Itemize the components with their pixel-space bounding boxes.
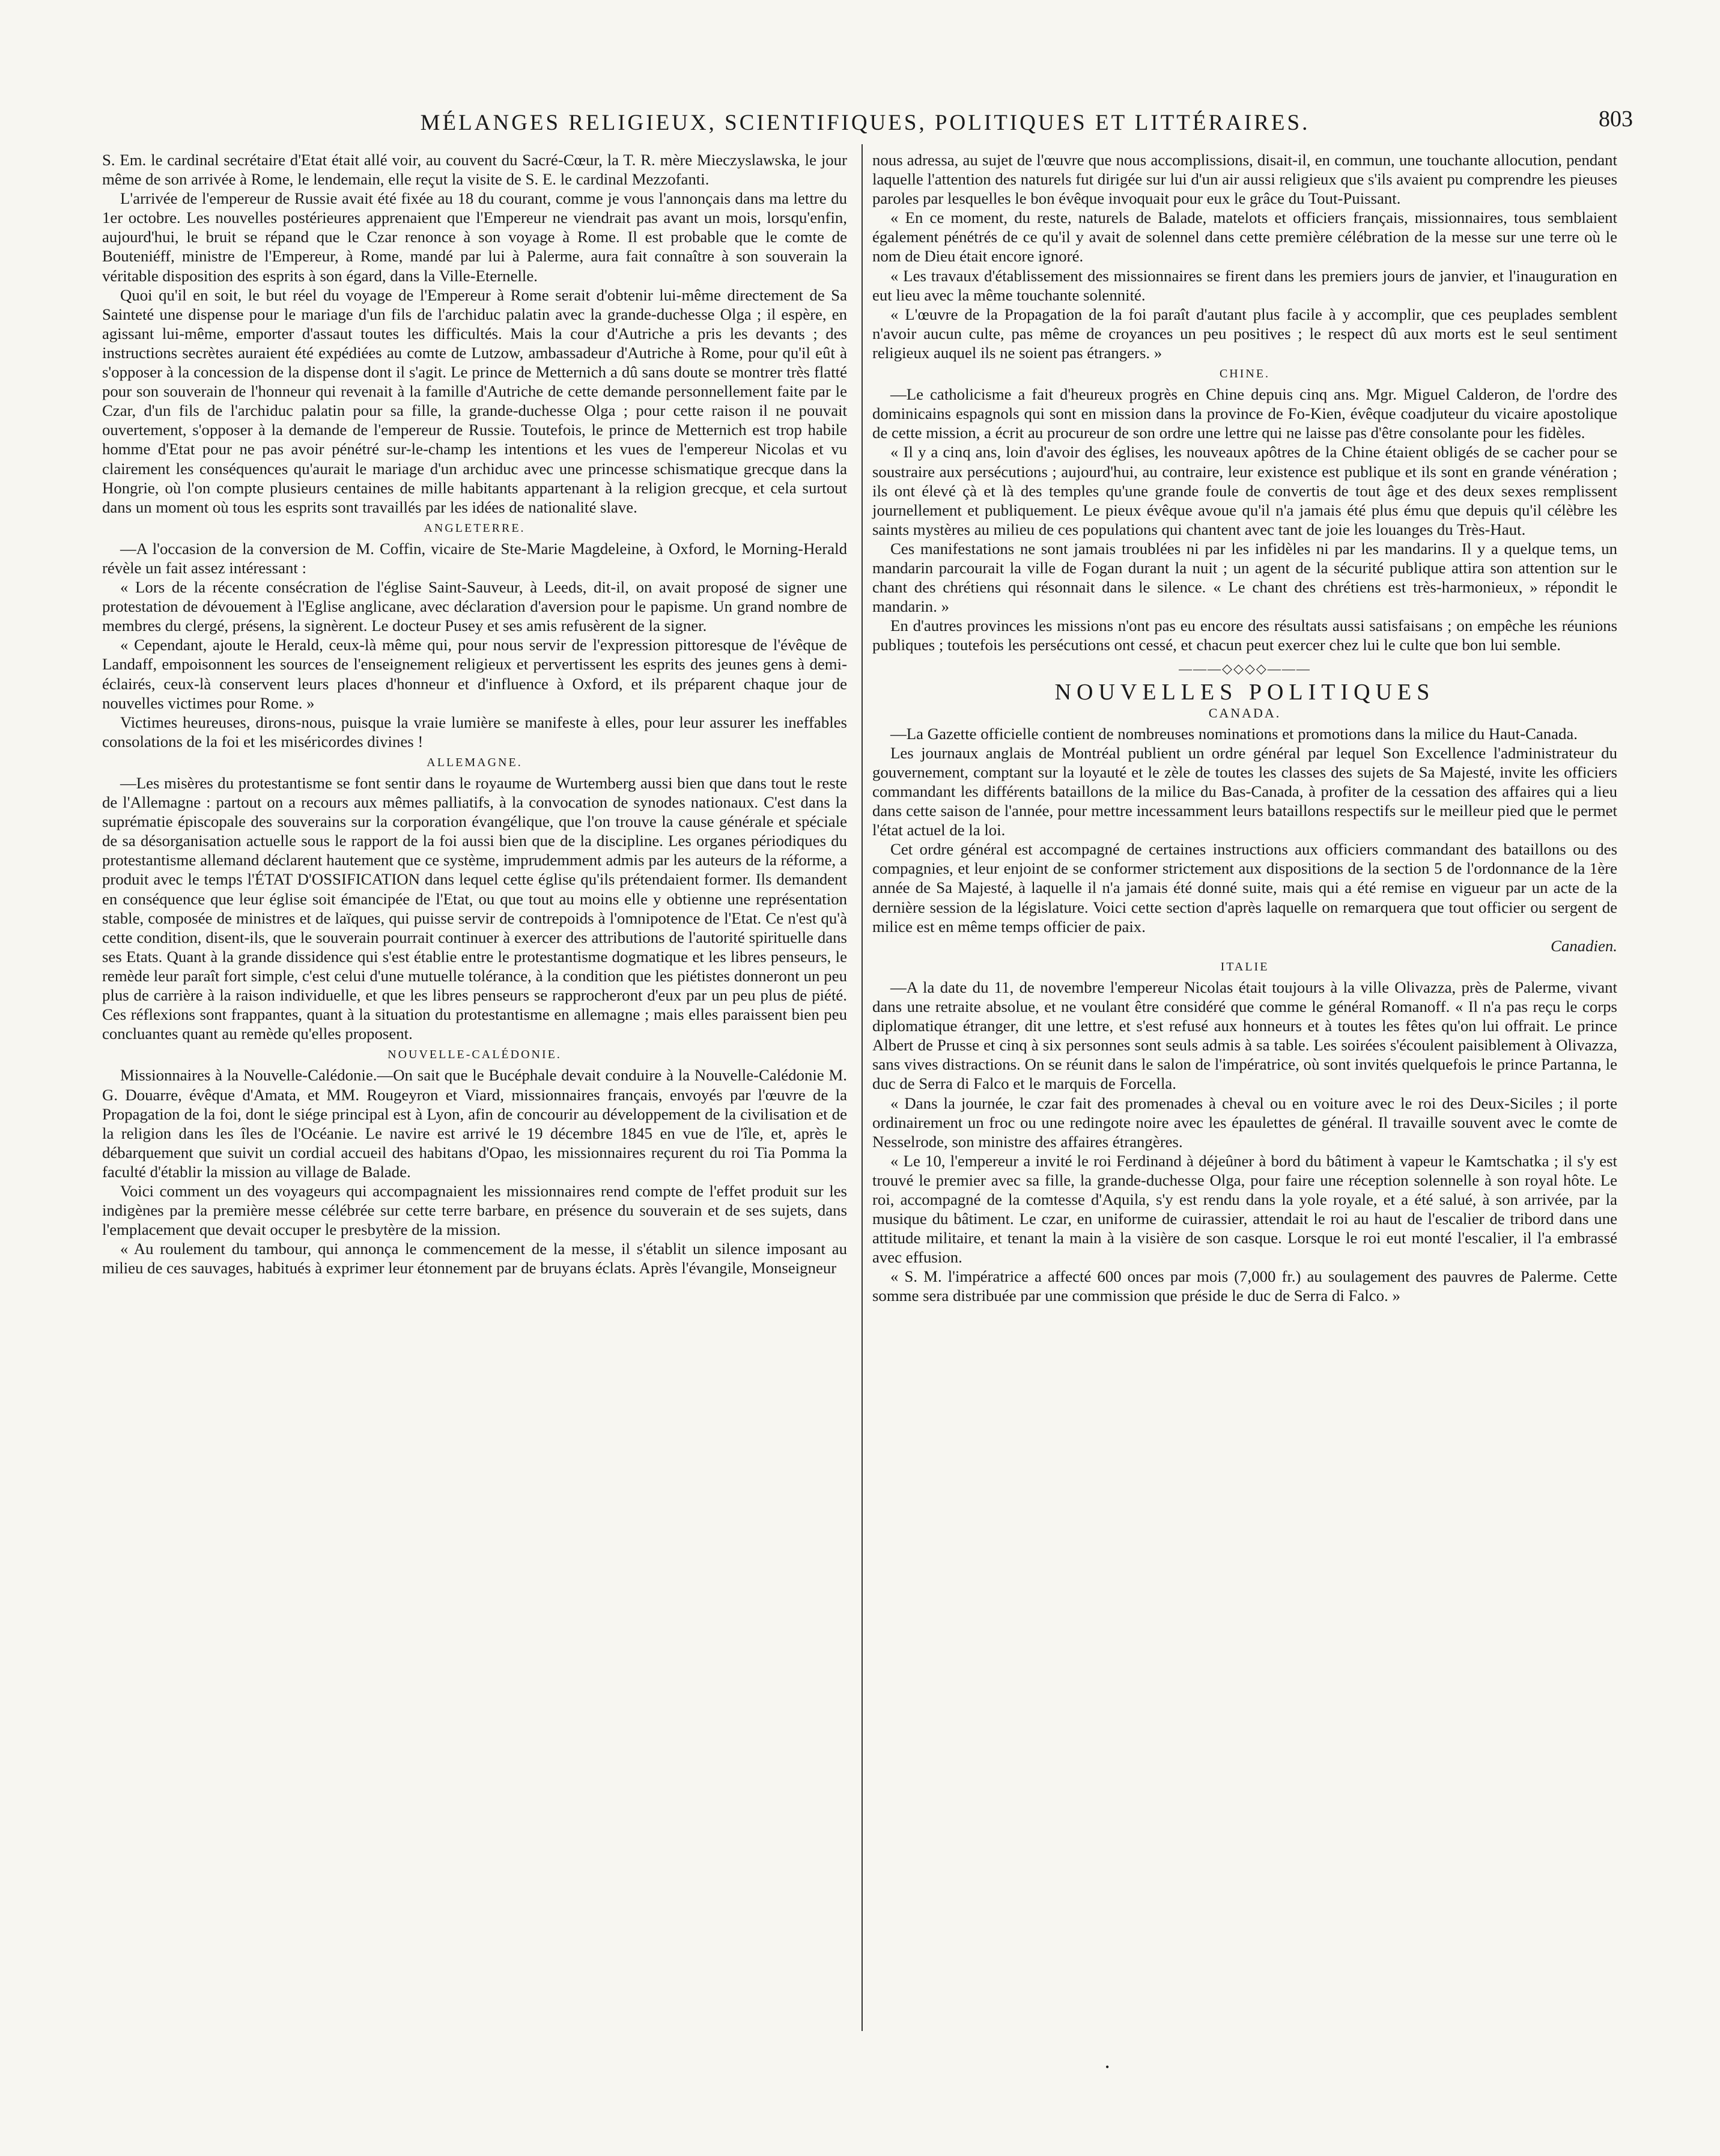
article-paragraph: « Au roulement du tambour, qui annonça le commencement de la messe, il s'établit un silence imposant au milieu de ces sauvages, habitués à exprimer leur étonnement par de bruyans éclats. Après l'évangile, Monseigneur bbox=[102, 1240, 847, 1277]
article-paragraph: « Dans la journée, le czar fait des promenades à cheval ou en voiture avec le roi des Deux-Siciles ; il porte ordinairement un froc ou une redingote noire avec les épaulettes de général. Il travaille souvent avec le comte de Nesselrode, son ministre des affaires étrangères. bbox=[872, 1094, 1617, 1151]
article-paragraph: « En ce moment, du reste, naturels de Balade, matelots et officiers français, missionnaires, tous semblaient également pénétrés de ce qu'il y avait de solennel dans cette première célébration de la messe sur une terre où le nom de Dieu était encore ignoré. bbox=[872, 209, 1617, 266]
article-paragraph: —A la date du 11, de novembre l'empereur Nicolas était toujours à la ville Olivazza, près de Palerme, vivant dans une retraite absolue, et ne voulant être considéré que comme le général Romanoff. « Il n'a pas reçu le corps diplomatique étranger, dit une lettre, et s'est refusé aux honneurs et à toutes les fêtes qu'on lui offrait. Le prince Albert de Prusse et cinq à six personnes sont seuls admis à sa table. Les soirées s'écoulent paisiblement à Olivazza, sans vives distractions. On se réunit dans le salon de l'impératrice, où sont invités quelquefois le prince Partanna, le duc de Serra di Falco et le marquis de Forcella. bbox=[872, 978, 1617, 1093]
article-paragraph: Les journaux anglais de Montréal publient un ordre général par lequel Son Excellence l'administrateur du gouvernement, comptant sur la loyauté et le zèle de toutes les classes des sujets de Sa Majesté, invite les officiers commandant les différents bataillons de la milice du Bas-Canada, à profiter de la cessation des affaires qui a lieu dans cette saison de l'année, pour mettre incessamment leurs bataillons respectifs sur le meilleur pied que le permet l'état actuel de la loi. bbox=[872, 743, 1617, 839]
article-paragraph: « Le 10, l'empereur a invité le roi Ferdinand à déjeûner à bord du bâtiment à vapeur le Kamtschatka ; il s'y est trouvé le premier avec sa fille, la grande-duchesse Olga, pour faire une réception solennelle à son royal hôte. Le roi, accompagné de la comtesse d'Aquila, s'y est rendu dans la yole royale, et a été salué, à son arrivée, par la musique du bâtiment. Le czar, en uniforme de cuirassier, attendait le roi au haut de l'escalier de tribord dans une attitude militaire, et tenant la main à la visière de son casque. Lorsque le roi eut monté l'escalier, il l'a embrassé avec effusion. bbox=[872, 1151, 1617, 1267]
section-title: NOUVELLES POLITIQUES bbox=[1054, 679, 1435, 705]
article-paragraph: Missionnaires à la Nouvelle-Calédonie.—On sait que le Bucéphale devait conduire à la Nouvelle-Calédonie M. G. Douarre, évêque d'Amata, et MM. Rougeyron et Viard, missionnaires français, envoyés par l'œuvre de la Propagation de la foi, dont le siége principal est à Lyon, afin de concourir au développement de la civilisation et de la religion dans les îles de l'Océanie. Le navire est arrivé le 19 décembre 1845 en vue de l'île, et, après le débarquement que suivit un cordial accueil des habitans d'Opao, les missionnaires reçurent du roi Tia Pomma la faculté d'établir la mission au village de Balade. bbox=[102, 1066, 847, 1181]
article-paragraph: nous adressa, au sujet de l'œuvre que nous accomplissions, disait-il, en commun, une touchante allocution, pendant laquelle l'attention des naturels fut dirigée sur lui d'un air aussi religieux que s'ils avaient pu comprendre les pieuses paroles par lesquelles le bon évêque invoquait pour eux le grâce du Tout-Puissant. bbox=[872, 151, 1617, 208]
page-number: 803 bbox=[1599, 106, 1633, 132]
article-paragraph: Ces manifestations ne sont jamais troublées ni par les infidèles ni par les mandarins. Il y a quelque tems, un mandarin parcourait la ville de Fogan durant la nuit ; un agent de la sécurité publique attira son attention sur le chant des chrétiens qui résonnait dans le silence. « Le chant des chrétiens est très-harmonieux, » répondit le mandarin. » bbox=[872, 539, 1617, 616]
article-paragraph: Quoi qu'il en soit, le but réel du voyage de l'Empereur à Rome serait d'obtenir lui-même directement de Sa Sainteté une dispense pour le mariage d'un fils de l'archiduc palatin avec la grande-duchesse Olga ; il espère, en agissant lui-même, emporter d'assaut toutes les difficultés. Mais la cour d'Autriche a pris les devants ; des instructions secrètes auraient été expédiées au comte de Lutzow, ambassadeur d'Autriche à Rome, pour qu'il eût à s'opposer à la concession de la dispense dont il s'agit. Le prince de Metternich a dû sans doute se montrer très flatté pour son souverain de l'honneur qui revenait à la famille d'Autriche de cette demande personnellement faite par le Czar, d'un fils de l'archiduc palatin pour sa fille, la grande-duchesse Olga ; pour cette raison il ne pouvait ouvertement, s'opposer à la demande de l'empereur de Russie. Toutefois, le prince de Metternich est trop habile homme d'Etat pour ne pas avoir pénétré sur-le-champ les intentions et les vues de l'empereur Nicolas et vu clairement les conséquences qu'aurait le mariage d'un archiduc avec une princesse schismatique grecque dans la Hongrie, où l'on compte plusieurs centaines de mille habitants appartenant à la religion grecque, et cela surtout dans un moment où tous les esprits sont travaillés par les idées de nationalité slave. bbox=[102, 285, 847, 516]
left-column bbox=[102, 150, 847, 1277]
article-paragraph: S. Em. le cardinal secrétaire d'Etat était allé voir, au couvent du Sacré-Cœur, la T. R. mère Mieczyslawska, le jour même de son arrivée à Rome, le lendemain, elle reçut la visite de S. E. le cardinal Mezzofanti. bbox=[102, 151, 847, 189]
article-paragraph: —La Gazette officielle contient de nombreuses nominations et promotions dans la milice du Haut-Canada. bbox=[890, 724, 1578, 743]
running-title: MÉLANGES RELIGIEUX, SCIENTIFIQUES, POLITIQUES ET LITTÉRAIRES. bbox=[420, 110, 1310, 135]
right-column bbox=[872, 150, 1617, 1306]
article-paragraph: En d'autres provinces les missions n'ont pas eu encore des résultats aussi satisfaisans ; on empêche les réunions publiques ; toutefois les persécutions ont cessé, et chacun peut exercer chez lui le culte que bon lui semble. bbox=[872, 617, 1617, 654]
article-paragraph: « Il y a cinq ans, loin d'avoir des églises, les nouveaux apôtres de la Chine étaient obligés de se cacher pour se soustraire aux persécutions ; aujourd'hui, au contraire, leur existence est publique et ils sont en grande vénération ; ils ont élevé çà et là des temples qu'une grande foule de convertis de tout âge et des deux sexes remplissent journellement et publiquement. Le pieux évêque avoue qu'il n'a jamais été plus ému que depuis qu'il célèbre les saints mystères au milieu de ces populations qui chantent avec tant de joie les louanges du Très-Haut. bbox=[872, 443, 1617, 538]
article-paragraph: « Lors de la récente consécration de l'église Saint-Sauveur, à Leeds, dit-il, on avait proposé de signer une protestation de dévouement à l'Eglise anglicane, avec déclaration d'aversion pour le papisme. Un grand nombre de membres du clergé, présens, la signèrent. Le docteur Pusey et ses amis refusèrent de la signer. bbox=[102, 578, 847, 635]
ornament-divider: ———◇◇◇◇——— bbox=[1179, 661, 1311, 677]
article-paragraph: « Cependant, ajoute le Herald, ceux-là même qui, pour nous servir de l'expression pittoresque de l'évêque de Landaff, empoisonnent les sources de l'enseignement religieux et pervertissent les esprits des jeunes gens à demi-éclairés, ceux-là conservent leurs places d'honneur et d'influence à Oxford, et ils préparent chaque jour de nouvelles victimes pour Rome. » bbox=[102, 636, 847, 712]
section-heading: CANADA. bbox=[1208, 705, 1281, 720]
article-paragraph: Cet ordre général est accompagné de certaines instructions aux officiers commandant des bataillons ou des compagnies, et leur enjoint de se conformer strictement aux dispositions de la section 5 de l'ordonnance de la 1ère année de Sa Majesté, à laquelle il n'a jamais été donné suite, mais qui a été remise en vigueur par un acte de la dernière session de la législature. Voici cette section d'après laquelle on remarquera que tout officier ou sergent de milice est en même temps officier de paix. bbox=[872, 840, 1617, 936]
article-paragraph: Voici comment un des voyageurs qui accompagnaient les missionnaires rend compte de l'effet produit sur les indigènes par la première messe célébrée sur cette terre barbare, en présence du souverain et de ses sujets, dans l'emplacement que devait occuper le presbytère de la mission. bbox=[102, 1181, 847, 1239]
article-paragraph: —Les misères du protestantisme se font sentir dans le royaume de Wurtemberg aussi bien que dans tout le reste de l'Allemagne : partout on a recours aux mêmes palliatifs, à la convocation de synodes nationaux. C'est dans la suprématie épiscopale des souverains sur la corporation évangélique, que l'on trouve la cause générale et spéciale de sa désorganisation actuelle sous le rapport de la foi aussi bien que de la discipline. Les organes périodiques du protestantisme allemand déclarent hautement que ce système, imprudemment admis par les auteurs de la réforme, a produit avec le temps l'ÉTAT D'OSSIFICATION dans lequel cette église qu'ils prétendaient former. Ils demandent en conséquence que leur église soit émancipée de l'Etat, ou que tout au moins elle y obtienne une représentation stable, composée de ministres et de laïques, qui puisse servir de contrepoids à l'omnipotence de l'Etat. Ce n'est qu'à cette condition, disent-ils, que le souverain pourrait continuer à exercer des attributions de l'autorité spirituelle dans ses Etats. Quant à la grande dissidence qui s'est établie entre le protestantisme dogmatique et les libres penseurs, le remède leur paraît fort simple, c'est celui d'une mutuelle tolérance, à la condition que les piétistes donneront un peu plus de carrière à la raison individuelle, et que les libres penseurs se rapprocheront d'eux par un peu plus de piété. Ces réflexions sont frappantes, quant à la situation du protestantisme en allemagne ; mais elles paraissent bien peu concluantes quant au remède qu'elles proposent. bbox=[102, 774, 847, 1043]
section-heading: ANGLETERRE. bbox=[424, 521, 526, 535]
article-paragraph: « Les travaux d'établissement des missionnaires se firent dans les premiers jours de janvier, et l'inauguration en eut lieu avec la même touchante solennité. bbox=[872, 266, 1617, 304]
article-paragraph: « S. M. l'impératrice a affecté 600 onces par mois (7,000 fr.) au soulagement des pauvres de Palerme. Cette somme sera distribuée par une commission que préside le duc de Serra di Falco. » bbox=[872, 1267, 1617, 1305]
page-mark: • bbox=[1105, 2061, 1110, 2073]
section-heading: CHINE. bbox=[1219, 367, 1271, 381]
column-divider bbox=[862, 144, 863, 2031]
section-heading: NOUVELLE-CALÉDONIE. bbox=[387, 1048, 562, 1062]
article-paragraph: Victimes heureuses, dirons-nous, puisque la vraie lumière se manifeste à elles, pour leur assurer les ineffables consolations de la foi et les miséricordes divines ! bbox=[102, 713, 847, 751]
section-heading: ALLEMAGNE. bbox=[427, 755, 523, 769]
source-attribution: Canadien. bbox=[1551, 936, 1617, 955]
article-paragraph: —A l'occasion de la conversion de M. Coffin, vicaire de Ste-Marie Magdeleine, à Oxford, le Morning-Herald révèle un fait assez intéressant : bbox=[102, 539, 847, 577]
article-paragraph: L'arrivée de l'empereur de Russie avait été fixée au 18 du courant, comme je vous l'annonçais dans ma lettre du 1er octobre. Les nouvelles postérieures apprenaient que l'Empereur ne viendrait pas avant un mois, lorsqu'enfin, aujourd'hui, le bruit se répand que le Czar renonce à son voyage à Rome. Il est probable que le comte de Bouteniéff, ministre de l'Empereur, à Rome, mandé par lui à Palerme, aura fait connaître à son souverain la véritable disposition des esprits à son égard, dans la Ville-Eternelle. bbox=[102, 189, 847, 285]
section-heading: ITALIE bbox=[1220, 960, 1269, 973]
article-paragraph: —Le catholicisme a fait d'heureux progrès en Chine depuis cinq ans. Mgr. Miguel Calderon, de l'ordre des dominicains espagnols qui sont en mission dans la province de Fo-Kien, évêque coadjuteur du vicaire apostolique de cette mission, a écrit au procureur de son ordre une lettre qui ne laisse pas d'être consolante pour les fidèles. bbox=[872, 385, 1617, 442]
article-paragraph: « L'œuvre de la Propagation de la foi paraît d'autant plus facile à y accomplir, que ces peuplades semblent n'avoir aucun culte, pas même de croyances un peu positives ; le respect dû aux morts est le seul sentiment religieux auquel ils ne soient pas étrangers. » bbox=[872, 305, 1617, 362]
